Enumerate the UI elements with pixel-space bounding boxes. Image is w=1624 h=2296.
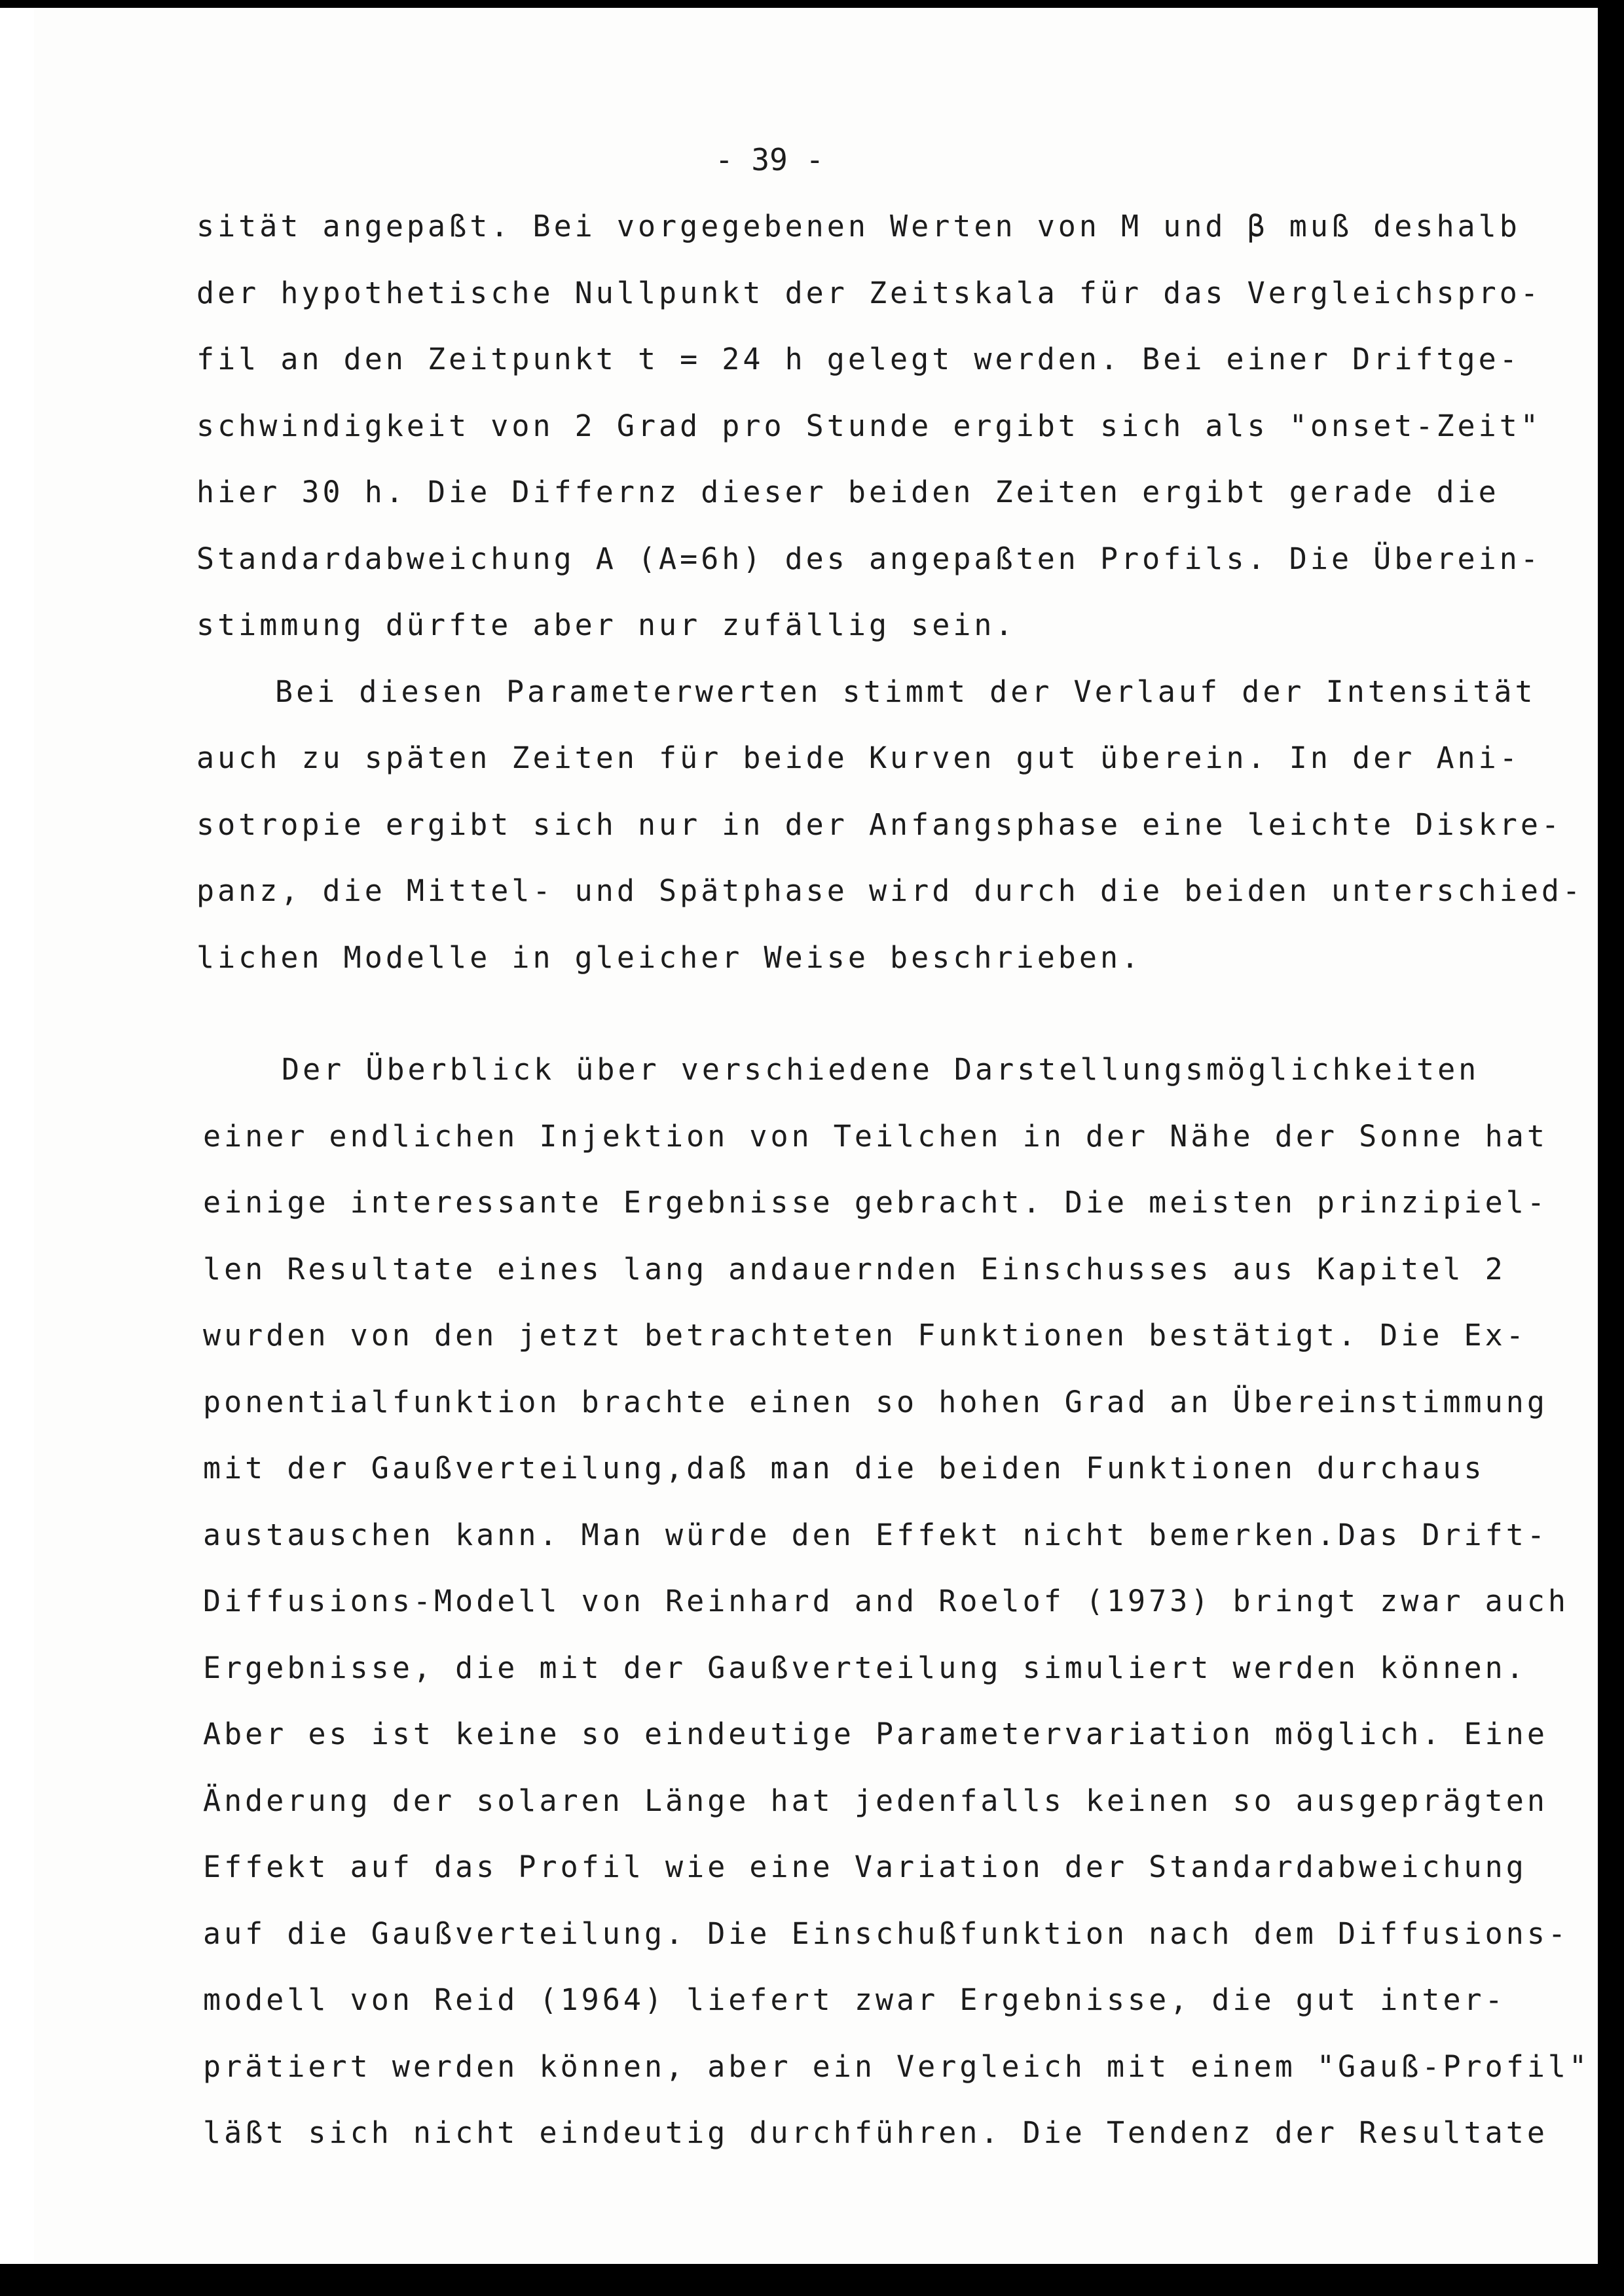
- text-line: panz, die Mittel- und Spätphase wird durch die beiden unterschied-: [196, 873, 1584, 908]
- paragraph-gap: [196, 991, 1513, 1036]
- text-line: sotropie ergibt sich nur in der Anfangsphase eine leichte Diskre-: [196, 807, 1562, 842]
- scan-border-top: [0, 0, 1624, 8]
- text-line: stimmung dürfte aber nur zufällig sein.: [196, 608, 1016, 642]
- page-number: - 39 -: [715, 142, 824, 177]
- text-line: auch zu späten Zeiten für beide Kurven gut überein. In der Ani-: [196, 740, 1521, 775]
- text-line: austauschen kann. Man würde den Effekt nicht bemerken.Das Drift-: [203, 1517, 1548, 1552]
- text-line: wurden von den jetzt betrachteten Funktionen bestätigt. Die Ex-: [203, 1318, 1527, 1353]
- scan-border-bottom: [0, 2264, 1624, 2296]
- body-text: [196, 193, 1591, 2166]
- text-line: modell von Reid (1964) liefert zwar Ergebnisse, die gut inter-: [203, 1982, 1506, 2017]
- text-line: einige interessante Ergebnisse gebracht. Die meisten prinzipiel-: [203, 1185, 1548, 1220]
- text-line: einer endlichen Injektion von Teilchen in der Nähe der Sonne hat: [203, 1118, 1548, 1154]
- text-line: lichen Modelle in gleicher Weise beschrieben.: [196, 939, 1143, 975]
- paragraph-3: [196, 1036, 1591, 2166]
- scan-margin-left: [0, 0, 33, 2296]
- text-line: Aber es ist keine so eindeutige Parametervariation möglich. Eine: [203, 1717, 1548, 1751]
- text-line: Effekt auf das Profil wie eine Variation der Standardabweichung: [203, 1850, 1527, 1884]
- paragraph-1: [196, 193, 1541, 659]
- text-line: hier 30 h. Die Differnz dieser beiden Zeiten ergibt gerade die: [196, 475, 1500, 509]
- text-line: Der Überblick über verschiedene Darstellungsmöglichkeiten: [282, 1052, 1480, 1087]
- text-line: len Resultate eines lang andauernden Einschusses aus Kapitel 2: [203, 1251, 1506, 1286]
- text-line: der hypothetische Nullpunkt der Zeitskala für das Vergleichspro-: [196, 275, 1541, 310]
- text-line: prätiert werden können, aber ein Vergleich mit einem "Gauß-Profil": [203, 2049, 1591, 2084]
- text-line: auf die Gaußverteilung. Die Einschußfunktion nach dem Diffusions-: [203, 1916, 1569, 1951]
- text-line: Ergebnisse, die mit der Gaußverteilung simuliert werden können.: [203, 1650, 1527, 1685]
- paragraph-2: [196, 659, 1584, 991]
- text-line: Diffusions-Modell von Reinhard and Roelof (1973) bringt zwar auch: [203, 1584, 1569, 1618]
- text-line: fil an den Zeitpunkt t = 24 h gelegt werden. Bei einer Driftge-: [196, 342, 1521, 376]
- text-line: Änderung der solaren Länge hat jedenfalls keinen so ausgeprägten: [203, 1783, 1548, 1818]
- text-line: läßt sich nicht eindeutig durchführen. Die Tendenz der Resultate: [203, 2115, 1548, 2150]
- text-line: Standardabweichung A (A=6h) des angepaßten Profils. Die Überein-: [196, 541, 1541, 576]
- text-line: schwindigkeit von 2 Grad pro Stunde ergibt sich als "onset-Zeit": [196, 408, 1541, 443]
- text-line: sität angepaßt. Bei vorgegebenen Werten von M und β muß deshalb: [196, 209, 1521, 244]
- text-line: Bei diesen Parameterwerten stimmt der Verlauf der Intensität: [275, 674, 1536, 709]
- text-line: mit der Gaußverteilung,daß man die beiden Funktionen durchaus: [203, 1451, 1485, 1485]
- scan-border-right: [1598, 0, 1624, 2296]
- text-line: ponentialfunktion brachte einen so hohen Grad an Übereinstimmung: [203, 1384, 1548, 1419]
